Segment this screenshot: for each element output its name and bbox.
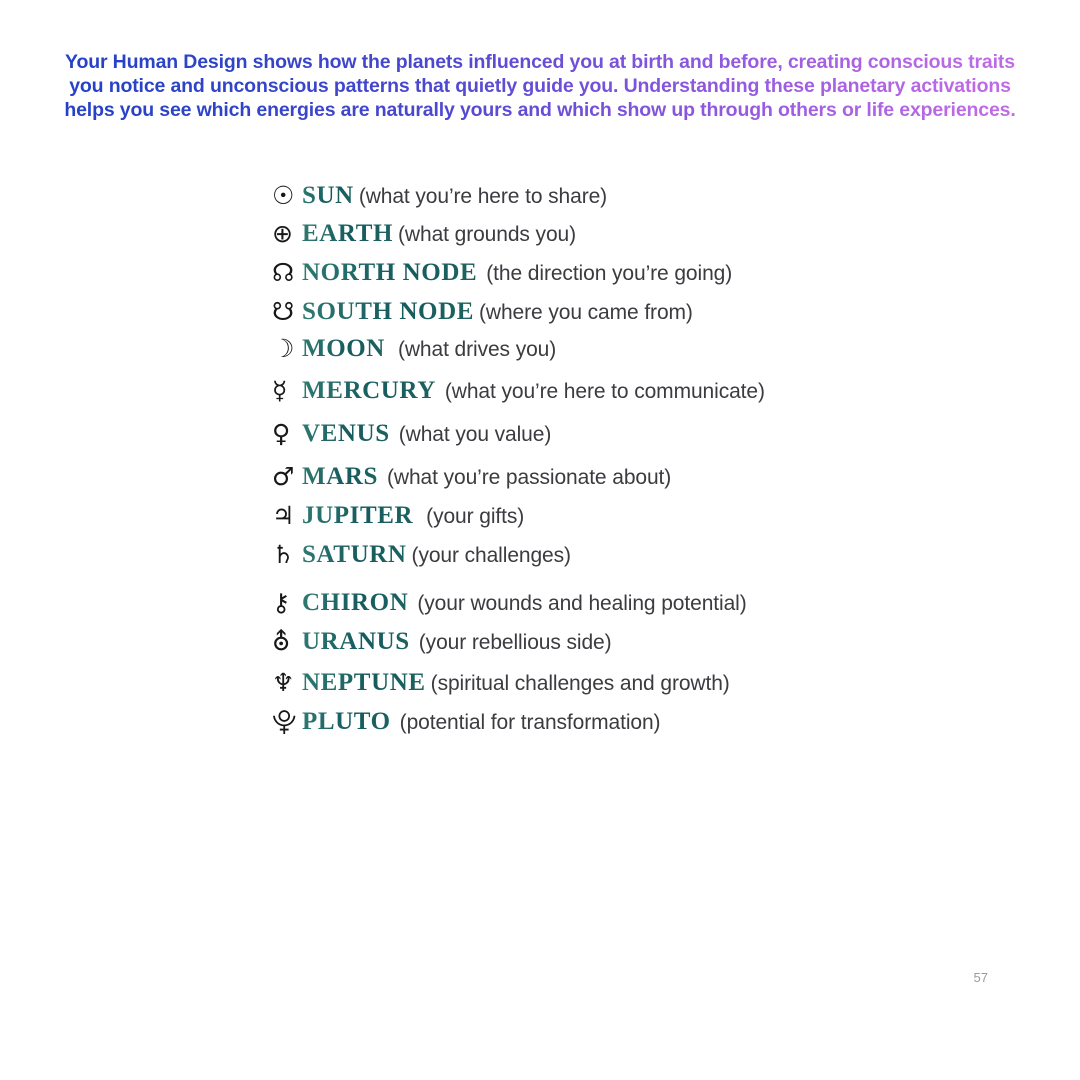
planet-description: (the direction you’re going) xyxy=(486,262,733,285)
list-item xyxy=(272,541,1032,569)
planet-name: MERCURY xyxy=(302,377,436,404)
planet-name: EARTH xyxy=(302,220,394,247)
chiron-symbol-icon: ⚷ xyxy=(272,588,291,617)
list-item xyxy=(272,420,1032,448)
venus-symbol-icon: ♀ xyxy=(272,419,291,448)
planet-description: (what grounds you) xyxy=(398,223,576,246)
neptune-symbol-icon: ♆ xyxy=(272,668,295,697)
planet-description: (your rebellious side) xyxy=(418,631,612,654)
mercury-symbol-icon: ☿ xyxy=(272,376,288,405)
planet-description: (your challenges) xyxy=(411,544,571,567)
moon-symbol-icon: ☽ xyxy=(272,334,295,363)
list-item xyxy=(272,259,1032,287)
jupiter-symbol-icon: ♃ xyxy=(272,501,295,530)
sun-symbol-icon: ☉ xyxy=(272,181,295,210)
planet-name: CHIRON xyxy=(302,589,409,616)
planet-name: SOUTH NODE xyxy=(302,298,475,325)
list-item xyxy=(272,502,1032,530)
planet-description: (spiritual challenges and growth) xyxy=(430,672,730,695)
planet-description: (what drives you) xyxy=(397,338,557,361)
list-item xyxy=(272,708,1032,736)
planet-name: MOON xyxy=(302,335,385,362)
planet-activation-list xyxy=(272,182,1032,736)
planet-name: SUN xyxy=(302,182,354,209)
saturn-symbol-icon: ♄ xyxy=(272,540,295,569)
list-item xyxy=(272,463,1032,491)
mars-symbol-icon: ♂ xyxy=(272,462,295,491)
planet-name: MARS xyxy=(302,463,379,490)
planet-description: (what you value) xyxy=(398,423,552,446)
list-item xyxy=(272,589,1032,617)
planet-name: VENUS xyxy=(302,420,390,447)
list-item xyxy=(272,298,1032,326)
planet-name: SATURN xyxy=(302,541,407,568)
north-node-symbol-icon: ☊ xyxy=(272,258,295,287)
list-item xyxy=(272,669,1032,697)
planet-description: (what you’re here to share) xyxy=(358,185,608,208)
planet-name: JUPITER xyxy=(302,502,414,529)
list-item xyxy=(272,335,1032,363)
uranus-symbol-icon: ⛢ xyxy=(272,627,291,656)
planet-description: (your wounds and healing potential) xyxy=(417,592,747,615)
south-node-symbol-icon: ☋ xyxy=(272,297,295,326)
list-item xyxy=(272,220,1032,248)
planet-description: (where you came from) xyxy=(479,301,693,324)
planet-name: NORTH NODE xyxy=(302,259,478,286)
planet-name: NEPTUNE xyxy=(302,669,426,696)
list-item xyxy=(272,182,1032,210)
pluto-symbol-icon: ⯓ xyxy=(272,707,297,736)
planet-name: URANUS xyxy=(302,628,410,655)
planet-description: (potential for transformation) xyxy=(399,711,661,734)
list-item xyxy=(272,628,1032,656)
planet-description: (what you’re here to communicate) xyxy=(444,380,765,403)
page-number: 57 xyxy=(973,970,988,985)
earth-symbol-icon: ⊕ xyxy=(272,219,293,248)
planet-description: (your gifts) xyxy=(426,505,525,528)
page-title: Your Human Design shows how the planets influenced you at birth and before, creating conscious traits you notice and unconscious patterns that quietly guide you. Understanding these planetary activations helps you see which energies are naturally yours and which show up through others or life experiences. xyxy=(50,50,1030,122)
planet-name: PLUTO xyxy=(302,708,391,735)
planet-description: (what you’re passionate about) xyxy=(387,466,672,489)
list-item xyxy=(272,377,1032,405)
